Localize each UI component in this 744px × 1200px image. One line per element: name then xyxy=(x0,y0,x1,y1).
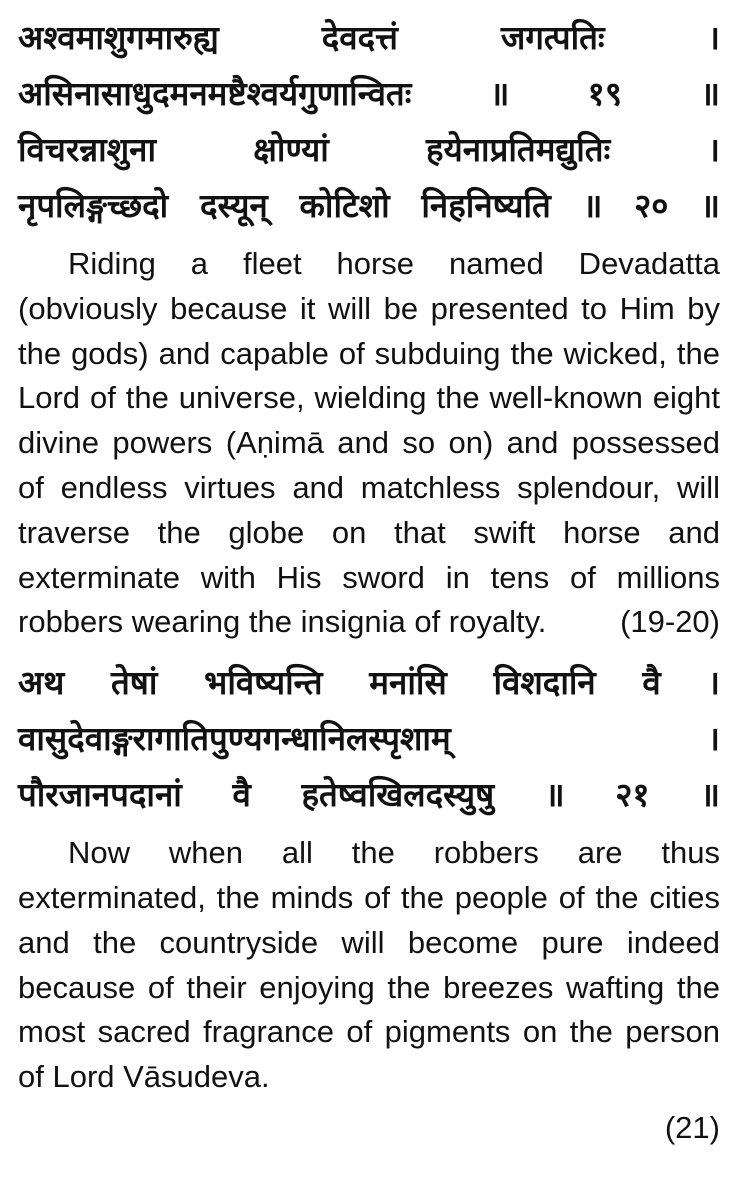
verse-line: नृपलिङ्गच्छदो दस्यून् कोटिशो निहनिष्यति ॥ २० ॥ xyxy=(18,186,720,225)
translation-text: Riding a fleet horse named Devadatta (obviously because it will be presented to Him by the gods) and capable of subduing the wicked, the Lord of the universe, wielding the well-known eight divine powers (Aṇimā and so on) and possessed of endless virtues and matchless splendour, will traverse the globe on that swift horse and exterminate with His sword in tens of millions robbers wearing the insignia of royalty. xyxy=(18,246,720,640)
verse-line: अश्वमाशुगमारुह्य देवदत्तं जगत्पतिः । xyxy=(18,18,720,57)
verse-line: पौरजानपदानां वै हतेष्वखिलदस्युषु ॥ २१ ॥ xyxy=(18,775,720,815)
verse-line: असिनासाधुदमनमष्टैश्वर्यगुणान्वितः ॥ १९ ॥ xyxy=(18,74,720,113)
verse-reference: (21) xyxy=(664,1109,720,1145)
verse-line: वासुदेवाङ्गरागातिपुण्यगन्धानिलस्पृशाम् । xyxy=(18,719,720,759)
sanskrit-verses-19-20 xyxy=(18,10,720,234)
translation-21 xyxy=(18,831,720,1100)
verse-line: विचरन्नाशुना क्षोण्यां हयेनाप्रतिमद्युतिः । xyxy=(18,130,720,169)
sanskrit-verses-21 xyxy=(18,655,720,823)
verse-reference: (19-20) xyxy=(620,604,720,640)
verse-line: अथ तेषां भविष्यन्ति मनांसि विशदानि वै । xyxy=(18,663,720,703)
scripture-page xyxy=(18,10,720,1150)
translation-text: Now when all the robbers are thus exterminated, the minds of the people of the cities and the countryside will become pure indeed because of their enjoying the breezes wafting the most sacred fragrance of pigments on the person of Lord Vāsudeva. xyxy=(18,835,720,1095)
translation-19-20 xyxy=(18,242,720,645)
